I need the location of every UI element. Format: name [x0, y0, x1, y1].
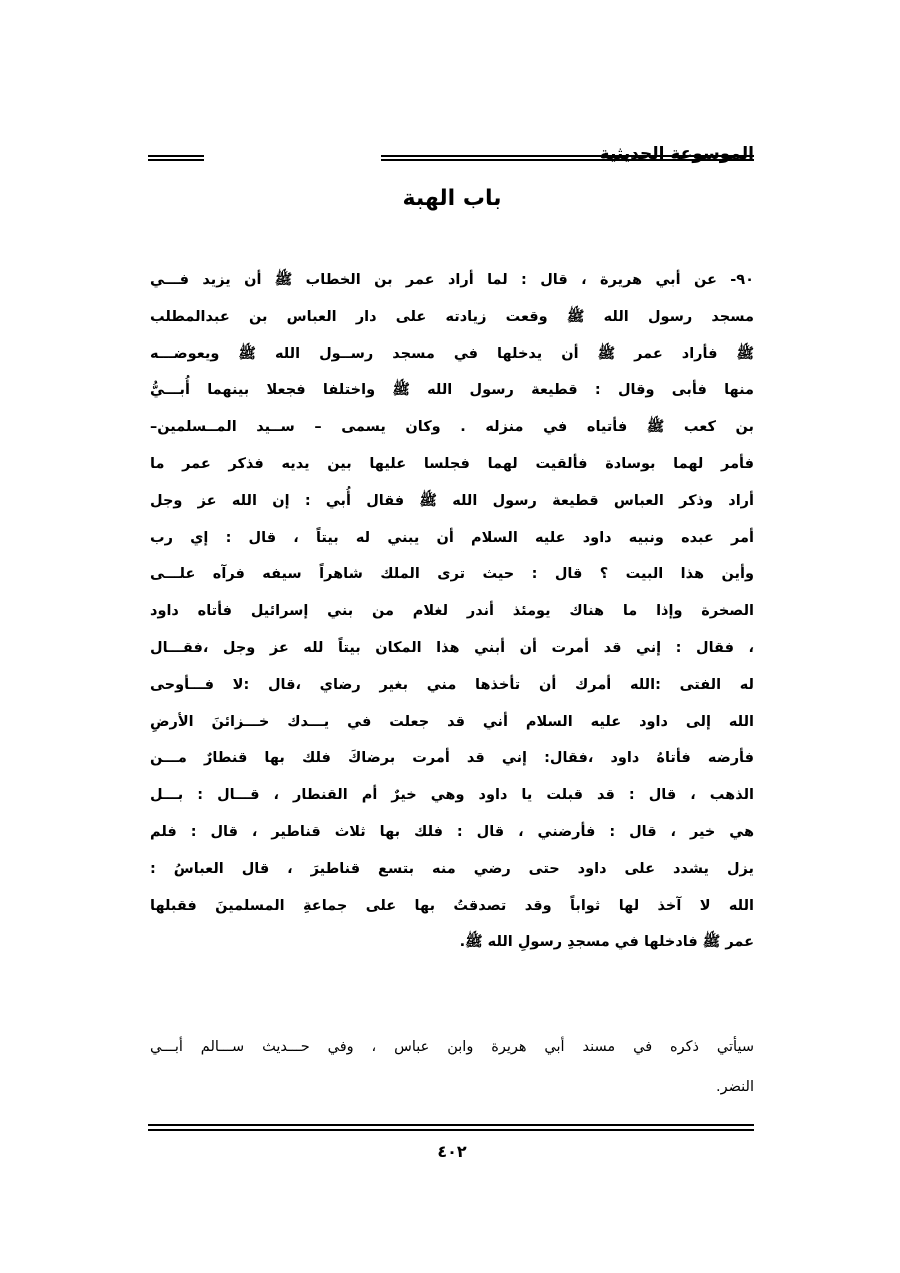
hadith-line: ، فقال : إني قد أمرت أن أبني هذا المكان بيتاً لله عز وجل ،فقـــال — [150, 639, 754, 656]
header-title: الموسوعة الحديثية — [599, 144, 754, 164]
hadith-line: هي خير ، قال : فأرضني ، قال : فلك بها ثلاث قناطير ، قال : فلم — [150, 823, 754, 840]
hadith-line: فأمر لهما بوسادة فألقيت لهما فجلسا عليها بين يديه فذكر عمر ما — [150, 455, 754, 472]
hadith-line: أراد وذكر العباس قطيعة رسول الله ﷺ فقال أُبي : إن الله عز وجل — [150, 492, 754, 509]
hadith-line: مسجد رسول الله ﷺ وقعت زيادته على دار العباس بن عبدالمطلب — [150, 308, 754, 325]
hadith-line: فأرضه فأتاهُ داود ،فقال: إني قد أمرت برضاكَ فلك بها قنطارٌ مـــن — [150, 750, 754, 767]
note-line: سيأتي ذكره في مسند أبي هريرة وابن عباس ، وفي حـــديث ســـالم أبـــي — [150, 1039, 754, 1055]
chapter-title: باب الهبة — [402, 186, 502, 211]
hadith-line: الصخرة وإذا ما هناك يومئذ أندر لغلام من بني إسرائيل فأتاه داود — [150, 603, 754, 620]
hadith-line: الله إلى داود عليه السلام أني قد جعلت في يـــدك خـــزائنَ الأرضِ — [150, 713, 754, 730]
note-line: النضر. — [715, 1079, 754, 1095]
running-header — [148, 140, 754, 170]
hadith-line: الله لا آخذ لها ثواباً وقد تصدقتُ بها على جماعةِ المسلمينَ فقبلها — [150, 897, 754, 914]
hadith-text — [150, 262, 754, 961]
page-number: ٤٠٢ — [437, 1142, 467, 1161]
footer-rule — [148, 1124, 754, 1131]
hadith-line: بن كعب ﷺ فأتياه في منزله . وكان يسمى – ســيد المــسلمين– — [150, 419, 754, 436]
hadith-line: الذهب ، قال : قد قبلت يا داود وهي خيرٌ أم القنطار ، قـــال : بـــل — [150, 787, 754, 804]
hadith-line: ٩٠- عن أبي هريرة ، قال : لما أراد عمر بن الخطاب ﷺ أن يزيد فـــي — [150, 272, 754, 288]
hadith-line: يزل يشدد على داود حتى رضي منه بتسع قناطيرَ ، قال العباسُ : — [150, 860, 754, 877]
hadith-line: وأين هذا البيت ؟ قال : حيث ترى الملك شاهراً سيفه فرآه علـــى — [150, 566, 754, 583]
hadith-line: منها فأبى وقال : قطيعة رسول الله ﷺ واختلفا فجعلا بينهما أُبـــيُّ — [150, 382, 754, 399]
hadith-line: عمر ﷺ فادخلها في مسجدِ رسولِ الله ﷺ. — [459, 934, 754, 951]
hadith-line: له الفتى :الله أمرك أن تأخذها مني بغير رضاي ،قال :لا فـــأوحى — [150, 676, 754, 693]
hadith-line: أمر عبده ونبيه داود عليه السلام أن يبني له بيتاً ، قال : إي رب — [150, 529, 754, 546]
hadith-line: ﷺ فأراد عمر ﷺ أن يدخلها في مسجد رســول الله ﷺ ويعوضـــه — [150, 345, 754, 362]
source-note — [150, 1027, 754, 1107]
